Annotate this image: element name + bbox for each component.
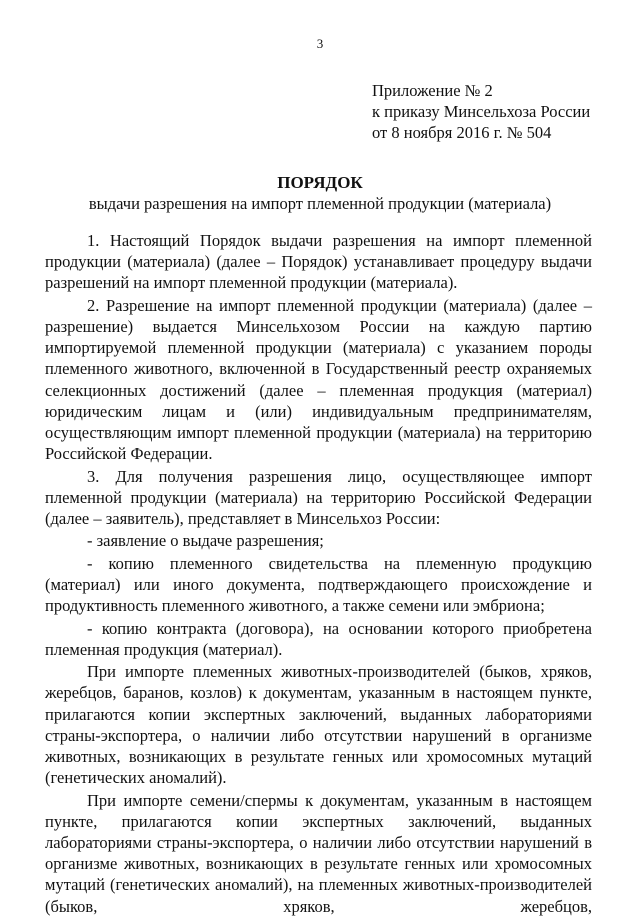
paragraph: 3. Для получения разрешения лицо, осуществляющее импорт племенной продукции (материала) на территорию Российской Федерации (далее – заявитель), представляет в Минсельхоз России:	[45, 466, 592, 529]
appendix-line: Приложение № 2	[372, 81, 493, 100]
list-item: - копию племенного свидетельства на племенную продукцию (материал) или иного документа, подтверждающего происхождение и продуктивность племенного животного, а также семени или эмбриона;	[45, 553, 592, 616]
paragraph: 1. Настоящий Порядок выдачи разрешения на импорт племенной продукции (материала) (далее – Порядок) устанавливает процедуру выдачи разрешений на импорт племенной продукции (материала).	[45, 231, 592, 293]
document-title: ПОРЯДОК	[277, 173, 363, 192]
document-subtitle: выдачи разрешения на импорт племенной продукции (материала)	[88, 194, 552, 213]
appendix-header	[372, 80, 590, 143]
paragraph: При импорте племенных животных-производителей (быков, хряков, жеребцов, баранов, козлов) к документам, указанным в настоящем пункте, прилагаются копии экспертных заключений, выданных лабораториями страны-экспортера, о наличии либо отсутствии нарушений в организме животных, возникающих в результате генных или хромосомных мутаций (генетических аномалий).	[45, 662, 592, 788]
list-item: - заявление о выдаче разрешения;	[87, 531, 324, 551]
paragraph: При импорте семени/спермы к документам, указанным в настоящем пункте, прилагаются копии экспертных заключений, выданных лабораториями страны-экспортера, о наличии либо отсутствии нарушений в организме животных, возникающих в результате генных или хромосомных мутаций (генетических аномалий), на племенных животных-производителей (быков, хряков, жеребцов,	[45, 790, 592, 916]
paragraph: 2. Разрешение на импорт племенной продукции (материала) (далее – разрешение) выдается Минсельхозом России на каждую партию импортируемой племенной продукции (материала) с указанием породы племенного животного, включенной в Государственный реестр охраняемых селекционных достижений (далее – племенная продукция (материал) юридическим лицам и (или) индивидуальным предпринимателям, осуществляющим импорт племенной продукции (материала) на территорию Российской Федерации.	[45, 295, 592, 464]
appendix-line: к приказу Минсельхоза России	[372, 102, 591, 121]
page-number: 3	[316, 36, 324, 51]
document-body	[45, 230, 592, 918]
list-item: - копию контракта (договора), на основании которого приобретена племенная продукция (материал).	[45, 618, 592, 659]
appendix-line: от 8 ноября 2016 г. № 504	[372, 123, 552, 142]
